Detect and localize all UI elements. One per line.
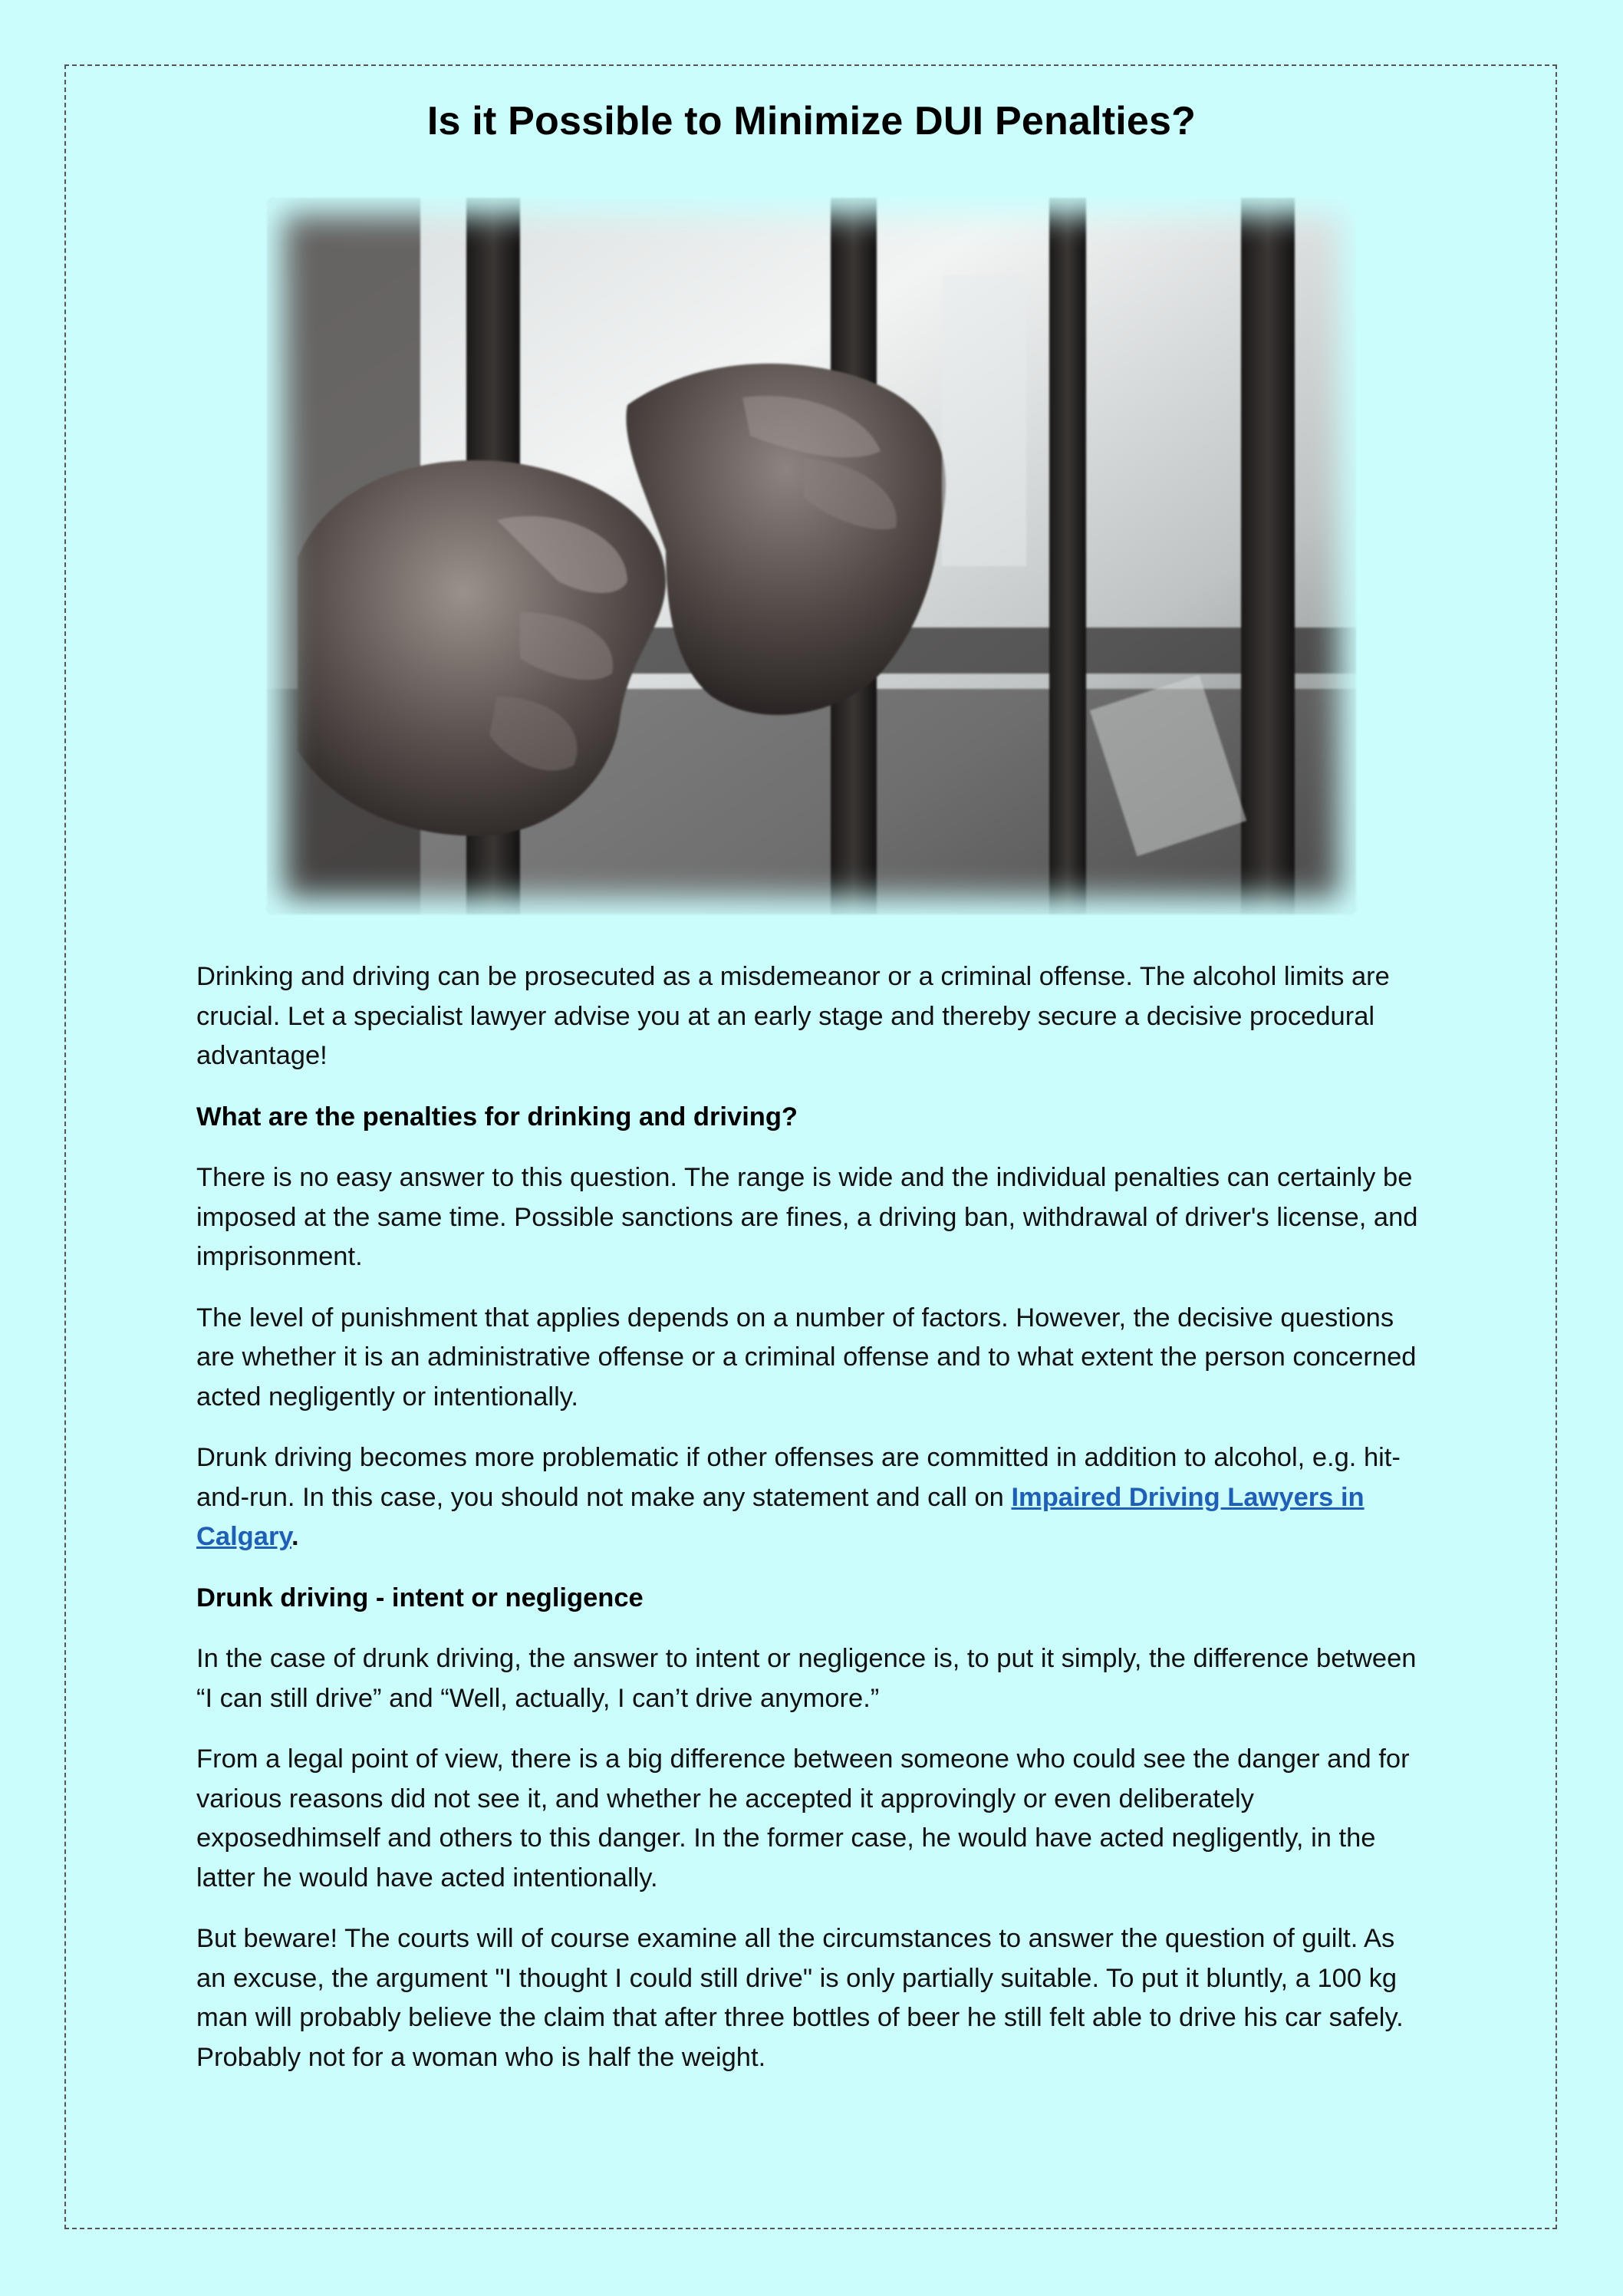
punishment-level-paragraph: The level of punishment that applies depends on a number of factors. However, the decisive questions are whether it is an administrative offense or a criminal offense and to what extent the person concerned acted negligently or intentionally. [196,1303,1417,1412]
intent-paragraph: In the case of drunk driving, the answer to intent or negligence is, to put it simply, the difference between “I can still drive” and “Well, actually, I can’t drive anymore.” [196,1644,1417,1713]
problematic-paragraph [196,1438,1431,1557]
problematic-period: . [291,1522,299,1551]
article-body [196,957,1431,2099]
lawyers-calgary-link[interactable]: Impaired Driving Lawyers in Calgary [196,1482,1365,1551]
jail-bars-hands-photo [267,198,1356,914]
section-heading-penalties: What are the penalties for drinking and driving? [196,1102,798,1132]
beware-paragraph: But beware! The courts will of course examine all the circumstances to answer the question of guilt. As an excuse, the argument "I thought I could still drive" is only partially suitable. To put it bluntly, a 100 kg man will probably believe the claim that after three bottles of beer he still felt able to drive his car safely. Probably not for a woman who is half the weight. [196,1924,1404,2072]
problematic-text: Drunk driving becomes more problematic if other offenses are committed in addition to alcohol, e.g. hit-and-run. In this case, you should not make any statement and call on [196,1443,1401,1512]
legal-view-paragraph: From a legal point of view, there is a big difference between someone who could see the danger and for various reasons did not see it, and whether he accepted it approvingly or even deliberately exposedhimself and others to this danger. In the former case, he would have acted negligently, in the latter he would have acted intentionally. [196,1744,1410,1892]
intro-paragraph: Drinking and driving can be prosecuted as a misdemeanor or a criminal offense. The alcohol limits are crucial. Let a specialist lawyer advise you at an early stage and thereby secure a decisive procedural advantage! [196,962,1390,1070]
penalties-paragraph: There is no easy answer to this question. The range is wide and the individual penalties can certainly be imposed at the same time. Possible sanctions are fines, a driving ban, withdrawal of driver's license, and imprisonment. [196,1163,1418,1271]
section-heading-intent: Drunk driving - intent or negligence [196,1583,644,1612]
photo-illustration [267,198,1356,914]
page-title: Is it Possible to Minimize DUI Penalties? [426,99,1197,143]
